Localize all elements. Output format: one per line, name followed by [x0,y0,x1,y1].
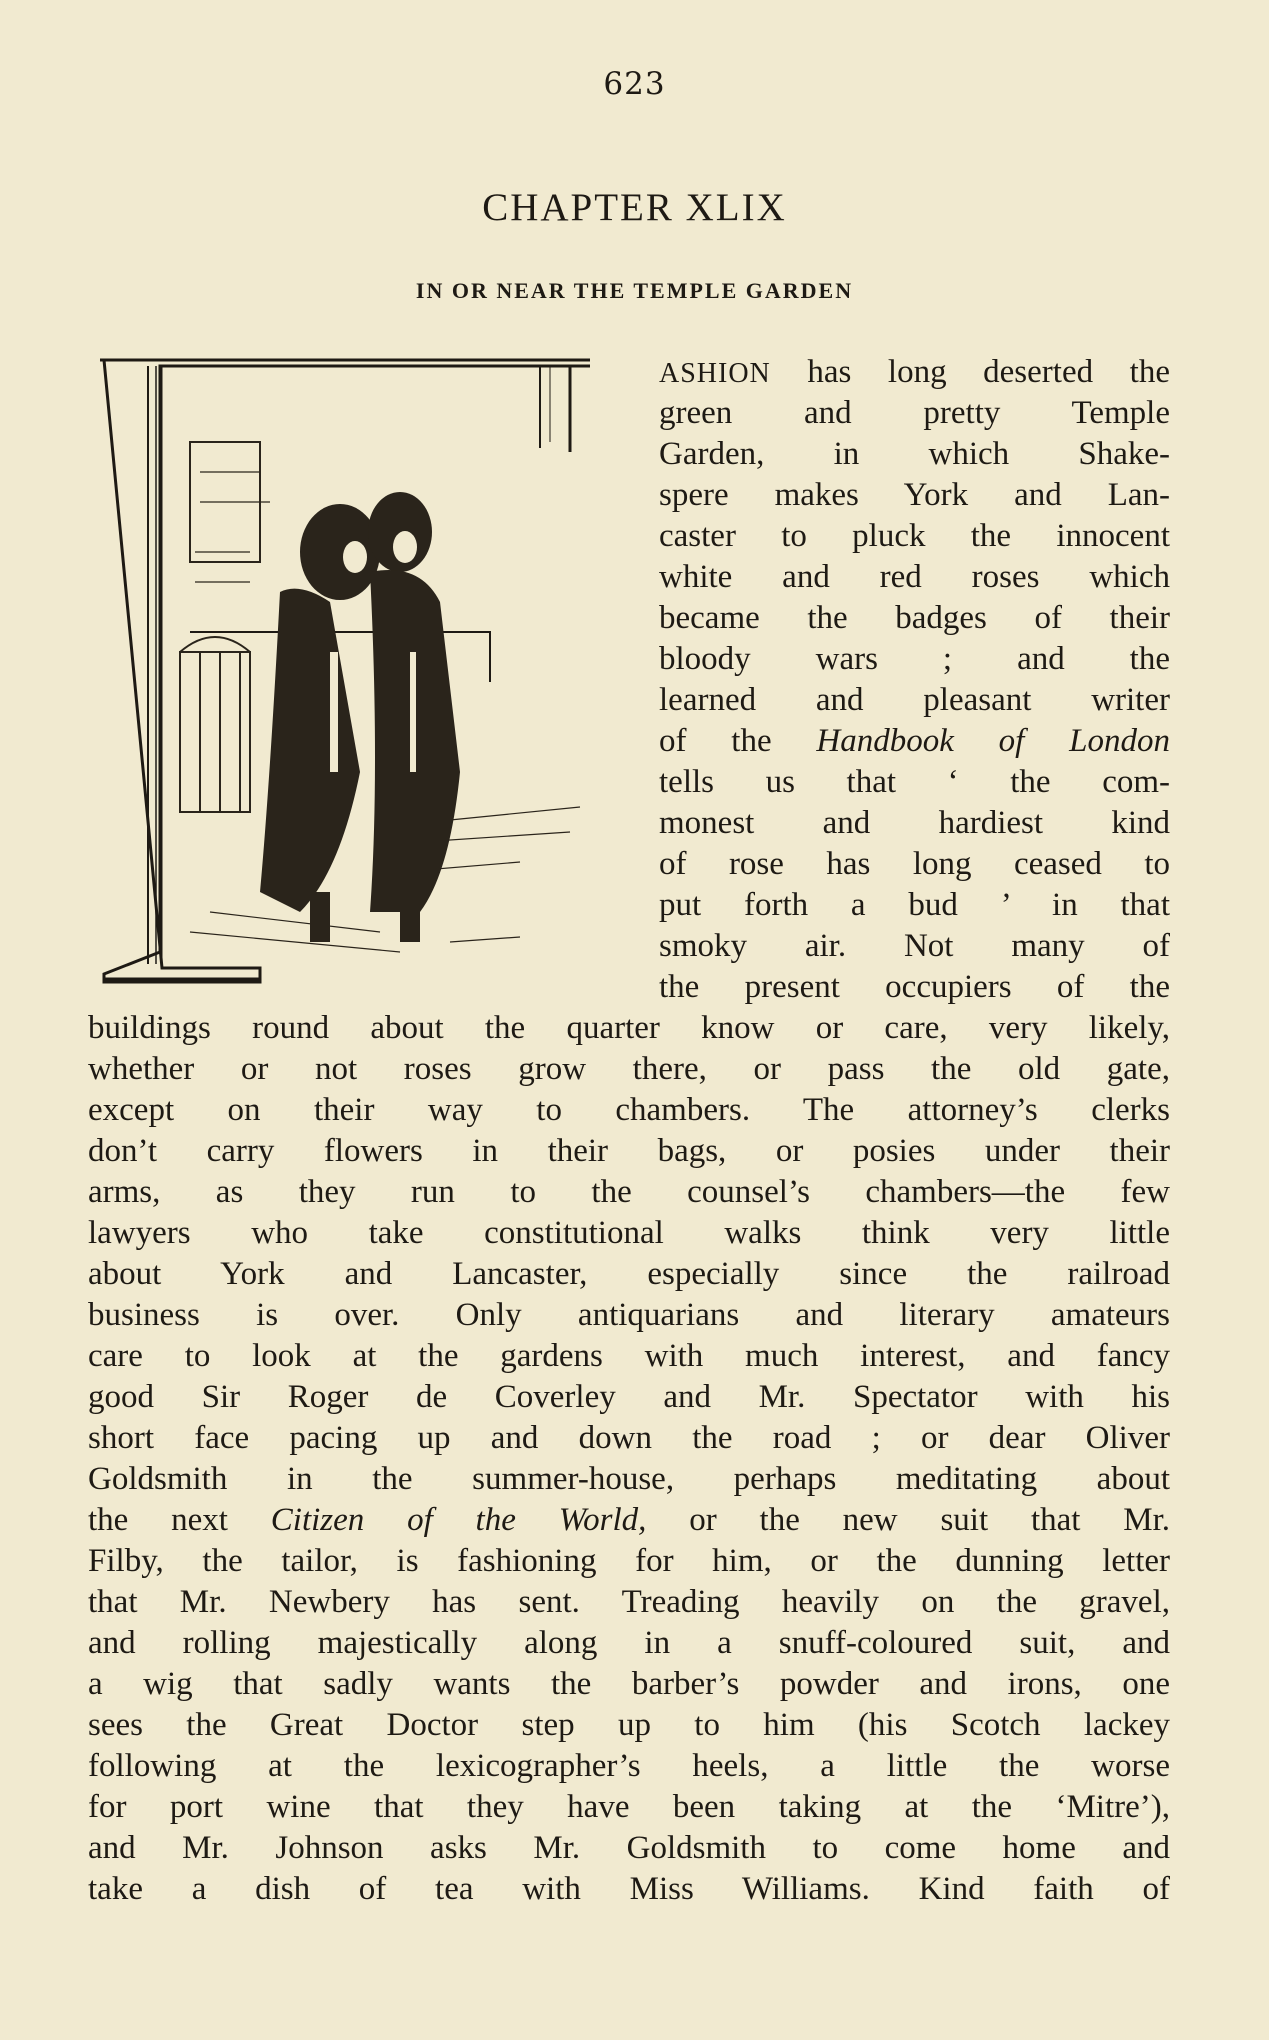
text-line-29-a: the next [88,1502,271,1538]
text-line-7: became the badges of their [659,600,1170,636]
text-line-31: that Mr. Newbery has sent. Treading heavily on the gravel, [88,1584,1170,1620]
text-line-33: a wig that sadly wants the barber’s powder and irons, one [88,1666,1170,1702]
text-line-19: except on their way to chambers. The attorney’s clerks [88,1092,1170,1128]
text-line-26: good Sir Roger de Coverley and Mr. Spectator with his [88,1379,1170,1415]
text-line-14: put forth a bud ’ in that [659,887,1170,923]
text-line-27: short face pacing up and down the road ; or dear Oliver [88,1420,1170,1456]
text-line-13: of rose has long ceased to [659,846,1170,882]
text-line-1 [659,352,1170,393]
text-line-4: spere makes York and Lan- [659,477,1170,513]
text-line-10 [659,721,1170,762]
text-line-15: smoky air. Not many of [659,928,1170,964]
text-line-29-b: or the new suit that Mr. [646,1502,1170,1538]
text-line-32: and rolling majestically along in a snuff-coloured suit, and [88,1625,1170,1661]
text-line-25: care to look at the gardens with much interest, and fancy [88,1338,1170,1374]
text-line-28: Goldsmith in the summer-house, perhaps meditating about [88,1461,1170,1497]
text-line-11: tells us that ‘ the com- [659,764,1170,800]
text-line-10-a: of the [659,723,817,759]
chapter-subtitle: IN OR NEAR THE TEMPLE GARDEN [415,278,854,303]
illustrated-drop-cap [100,352,590,988]
text-line-36: for port wine that they have been taking at the ‘Mitre’), [88,1789,1170,1825]
text-line-8: bloody wars ; and the [659,641,1170,677]
text-line-2: green and pretty Temple [659,395,1170,431]
chapter-title: CHAPTER XLIX [482,186,787,229]
text-line-6: white and red roses which [659,559,1170,595]
text-line-38: take a dish of tea with Miss Williams. Kind faith of [88,1871,1170,1907]
text-line-1-rest: has long deserted the [770,354,1170,390]
text-line-35: following at the lexicographer’s heels, a little the worse [88,1748,1170,1784]
drop-cap-letter [100,352,101,353]
text-line-23: about York and Lancaster, especially since the railroad [88,1256,1170,1292]
drop-cap-illustration-icon [100,352,590,988]
text-line-21: arms, as they run to the counsel’s chambers—the few [88,1174,1170,1210]
citizen-title-italic: Citizen of the World, [270,1502,647,1538]
text-line-20: don’t carry flowers in their bags, or posies under their [88,1133,1170,1169]
text-line-22: lawyers who take constitutional walks think very little [88,1215,1170,1251]
text-line-3: Garden, in which Shake- [659,436,1170,472]
text-line-18: whether or not roses grow there, or pass the old gate, [88,1051,1170,1087]
text-line-30: Filby, the tailor, is fashioning for him, or the dunning letter [88,1543,1170,1579]
text-line-16: the present occupiers of the [659,969,1170,1005]
text-line-34: sees the Great Doctor step up to him (his Scotch lackey [88,1707,1170,1743]
book-title-italic: Handbook of London [816,723,1170,759]
text-line-17: buildings round about the quarter know or care, very likely, [88,1010,1170,1046]
text-line-24: business is over. Only antiquarians and literary amateurs [88,1297,1170,1333]
text-line-9: learned and pleasant writer [659,682,1170,718]
first-word-rest: ASHION [659,358,771,389]
text-line-37: and Mr. Johnson asks Mr. Goldsmith to come home and [88,1830,1170,1866]
text-line-29 [88,1500,1170,1541]
text-line-5: caster to pluck the innocent [659,518,1170,554]
text-line-12: monest and hardiest kind [659,805,1170,841]
page-number: 623 [603,66,666,102]
